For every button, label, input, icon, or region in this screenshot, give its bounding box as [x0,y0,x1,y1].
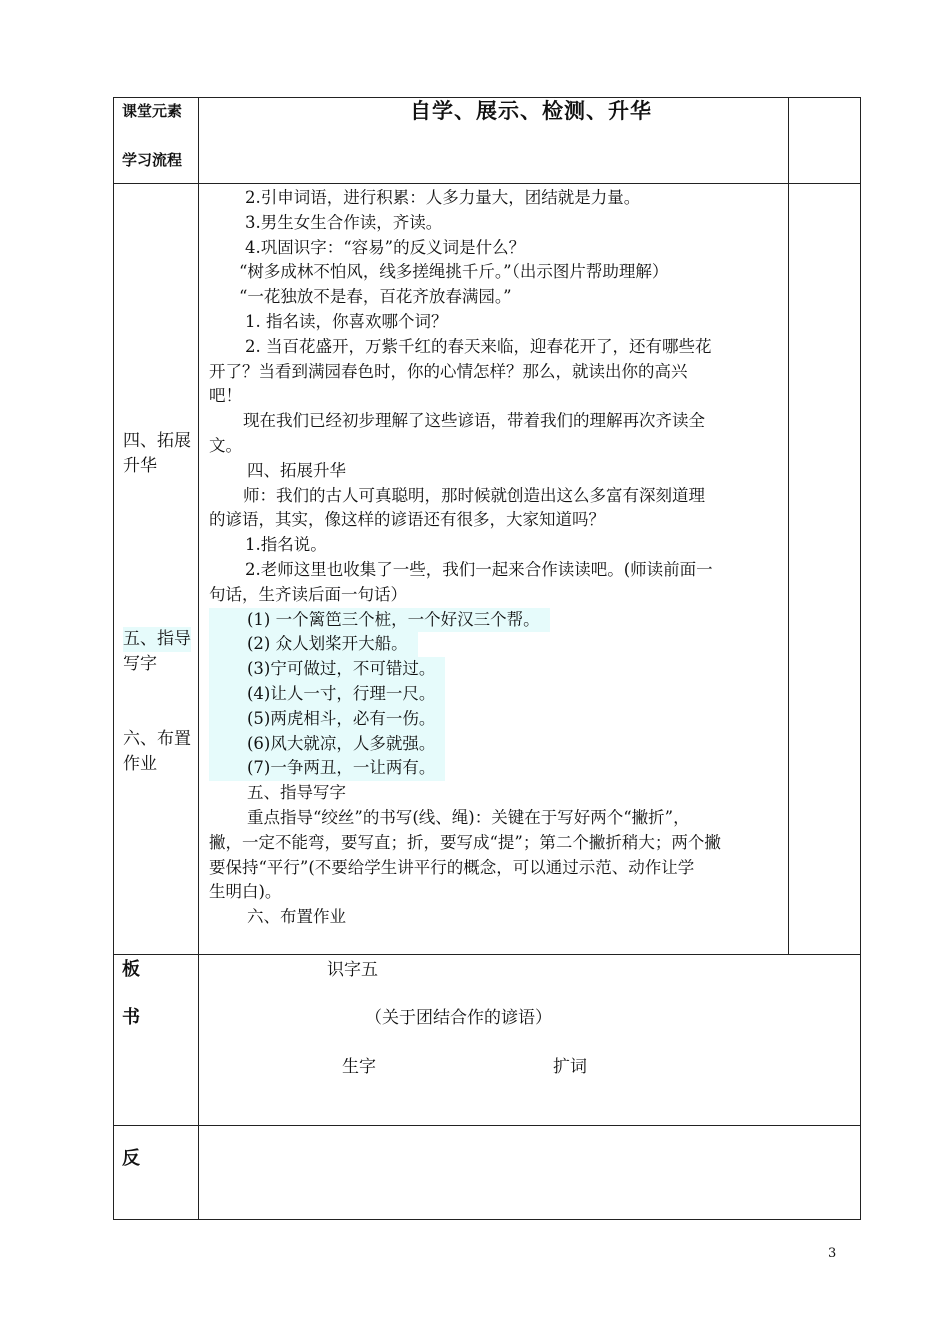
content-line: 3.男生女生合作读，齐读。 [245,212,443,232]
content-line: 2. 当百花盛开，万紫千红的春天来临，迎春花开了，还有哪些花 [245,336,712,356]
content-line: 重点指导“绞丝”的书写(线、绳)：关键在于写好两个“撇折”， [247,807,690,827]
board-subtitle: （关于团结合作的谚语） [365,1008,552,1028]
section-heading-homework: 六、布置作业 [247,907,346,927]
table-header-divider [113,183,861,184]
board-column-chars: 生字 [342,1057,376,1077]
side-label-expand-line-2: 升华 [123,456,157,476]
table-border-left [113,97,114,1220]
content-line: 现在我们已经初步理解了这些谚语，带着我们的理解再次齐读全 [243,411,705,431]
proverb-item: (4)让人一寸，行理一尺。 [209,682,445,707]
board-label-1: 板 [122,959,140,980]
board-title: 识字五 [327,960,378,980]
content-line: 要保持“平行”(不要给学生讲平行的概念，可以通过示范、动作让学 [209,857,695,877]
proverb-item: (3)宁可做过，不可错过。 [209,657,445,682]
lesson-content [209,186,781,930]
side-label-guide-line-1: 五、指导 [123,627,191,652]
content-line: 撇，一定不能弯，要写直；折，要写成“提”；第二个撇折稍大；两个撇 [209,832,721,852]
section-heading-expand: 四、拓展升华 [247,460,346,480]
table-board-divider [113,1125,861,1126]
proverb-item: (1) 一个篱笆三个桩，一个好汉三个帮。 [209,608,550,633]
content-line: “一花独放不是春，百花齐放春满园。” [239,287,512,307]
content-line: 2.引申词语，进行积累：人多力量大，团结就是力量。 [245,188,641,207]
table-right-column-divider [788,97,789,955]
proverb-item: (6)风大就凉，人多就强。 [209,732,445,757]
content-line: 师：我们的古人可真聪明，那时候就创造出这么多富有深刻道理 [243,485,705,505]
element-label: 课堂元素 [122,102,183,120]
board-label-2: 书 [122,1007,140,1028]
content-line: 4.巩固识字：“容易”的反义词是什么？ [245,237,526,257]
section-heading-guide: 五、指导写字 [247,783,346,803]
table-border-right [860,97,861,1220]
page-title: 自学、展示、检测、升华 [410,99,652,123]
table-column-divider [198,97,199,1220]
content-line: 1.指名说。 [245,535,327,555]
proverb-item: (2) 众人划桨开大船。 [209,632,418,657]
content-line: 生明白)。 [209,882,282,902]
side-label-homework-line-1: 六、布置 [123,729,191,749]
content-line: 的谚语，其实，像这样的谚语还有很多，大家知道吗？ [209,510,605,530]
table-border-bottom [113,1219,861,1220]
side-label-expand-line-1: 四、拓展 [123,431,191,451]
side-label-expand [123,429,191,479]
side-label-homework [123,727,191,777]
page-number: 3 [828,1246,837,1261]
content-line: 吧！ [209,386,242,406]
content-line: 句话，生齐读后面一句话） [209,584,407,604]
proverb-item: (5)两虎相斗，必有一伤。 [209,707,445,732]
content-line: 文。 [209,435,242,455]
side-label-guide-line-2: 写字 [123,654,157,674]
content-line: “树多成林不怕风，线多搓绳挑千斤。”（出示图片帮助理解） [239,262,669,282]
board-column-words: 扩词 [553,1057,587,1077]
content-line: 1. 指名读，你喜欢哪个词？ [245,311,448,331]
proverb-item: (7)一争两丑，一让两有。 [209,756,445,781]
side-label-guide [123,627,191,677]
content-line: 开了？当看到满园春色时，你的心情怎样？那么，就读出你的高兴 [209,361,688,381]
flow-label: 学习流程 [122,151,183,169]
reflection-label: 反 [122,1148,140,1169]
table-content-divider [113,954,861,955]
content-line: 2.老师这里也收集了一些，我们一起来合作读读吧。(师读前面一 [245,559,713,579]
side-label-homework-line-2: 作业 [123,754,157,774]
